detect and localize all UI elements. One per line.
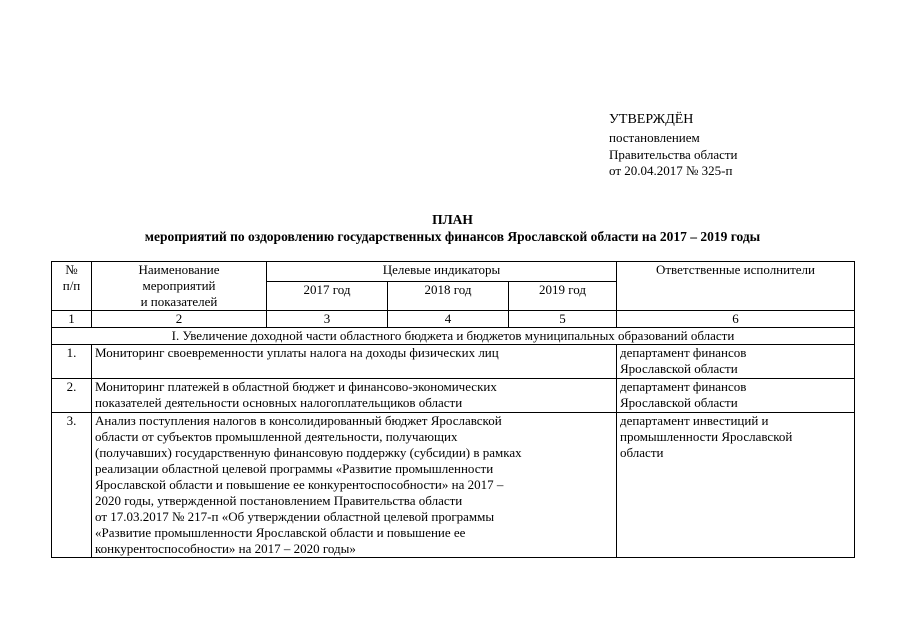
row-text-line: реализации областной целевой программы «Развитие промышленности: [95, 461, 494, 476]
header-num: [52, 262, 92, 311]
row-responsible: [617, 379, 855, 413]
responsible-line: департамент инвестиций и: [620, 413, 769, 428]
table-row: [52, 345, 855, 379]
column-number: 5: [509, 311, 617, 328]
column-number-row: [52, 311, 855, 328]
responsible-line: Ярославской области: [620, 395, 738, 410]
table-row: [52, 379, 855, 413]
row-responsible: [617, 413, 855, 558]
column-number: 1: [52, 311, 92, 328]
row-text-line: Ярославской области и повышение ее конкурентоспособности» на 2017 –: [95, 477, 504, 492]
table-header-row: [52, 262, 855, 282]
responsible-line: Ярославской области: [620, 361, 738, 376]
responsible-line: департамент финансов: [620, 345, 747, 360]
responsible-line: области: [620, 445, 664, 460]
header-year: 2018 год: [388, 282, 509, 311]
plan-table: [51, 261, 855, 558]
row-text-line: от 17.03.2017 № 217-п «Об утверждении областной целевой программы: [95, 509, 495, 524]
header-num-line: п/п: [62, 278, 81, 293]
row-text-line: Мониторинг платежей в областной бюджет и финансово-экономических: [95, 379, 497, 394]
row-text: [92, 379, 617, 413]
document-subtitle: мероприятий по оздоровлению государственных финансов Ярославской области на 2017 – 2019 годы: [144, 229, 761, 244]
row-responsible: [617, 345, 855, 379]
header-name-line: Наименование: [138, 262, 220, 277]
row-text-line: 2020 годы, утвержденной постановлением Правительства области: [95, 493, 463, 508]
header-num-line: №: [65, 262, 78, 277]
header-name: [92, 262, 267, 311]
document-title: ПЛАН: [432, 212, 473, 227]
row-number: 3.: [52, 413, 92, 558]
row-text-line: показателей деятельности основных налогоплательщиков области: [95, 395, 463, 410]
responsible-line: промышленности Ярославской: [620, 429, 793, 444]
row-text-line: области от субъектов промышленной деятельности, получающих: [95, 429, 458, 444]
row-text-line: Мониторинг своевременности уплаты налога на доходы физических лиц: [95, 345, 499, 360]
row-text-line: (получавших) государственную финансовую поддержку (субсидии) в рамках: [95, 445, 522, 460]
row-text: [92, 413, 617, 558]
row-text-line: Анализ поступления налогов в консолидированный бюджет Ярославской: [95, 413, 502, 428]
approval-title: УТВЕРЖДЁН: [609, 112, 694, 127]
table-row: [52, 413, 855, 558]
header-year: 2019 год: [509, 282, 617, 311]
column-number: 6: [617, 311, 855, 328]
row-text-line: конкурентоспособности» на 2017 – 2020 годы»: [95, 541, 356, 556]
header-responsible: Ответственные исполнители: [617, 262, 855, 311]
approval-line: Правительства области: [609, 146, 738, 162]
header-name-line: мероприятий: [142, 278, 216, 293]
section-row: [52, 328, 855, 345]
approval-date: от 20.04.2017 № 325-п: [609, 163, 733, 178]
header-year: 2017 год: [267, 282, 388, 311]
responsible-line: департамент финансов: [620, 379, 747, 394]
row-number: 2.: [52, 379, 92, 413]
column-number: 4: [388, 311, 509, 328]
row-text-line: «Развитие промышленности Ярославской области и повышение ее: [95, 525, 466, 540]
approval-stamp: [609, 111, 738, 180]
column-number: 3: [267, 311, 388, 328]
section-title: I. Увеличение доходной части областного бюджета и бюджетов муниципальных образований области: [52, 328, 855, 345]
header-name-line: и показателей: [140, 294, 218, 309]
approval-line: постановлением: [609, 130, 700, 145]
row-text: [92, 345, 617, 379]
row-number: 1.: [52, 345, 92, 379]
column-number: 2: [92, 311, 267, 328]
header-indicators: Целевые индикаторы: [267, 262, 617, 282]
